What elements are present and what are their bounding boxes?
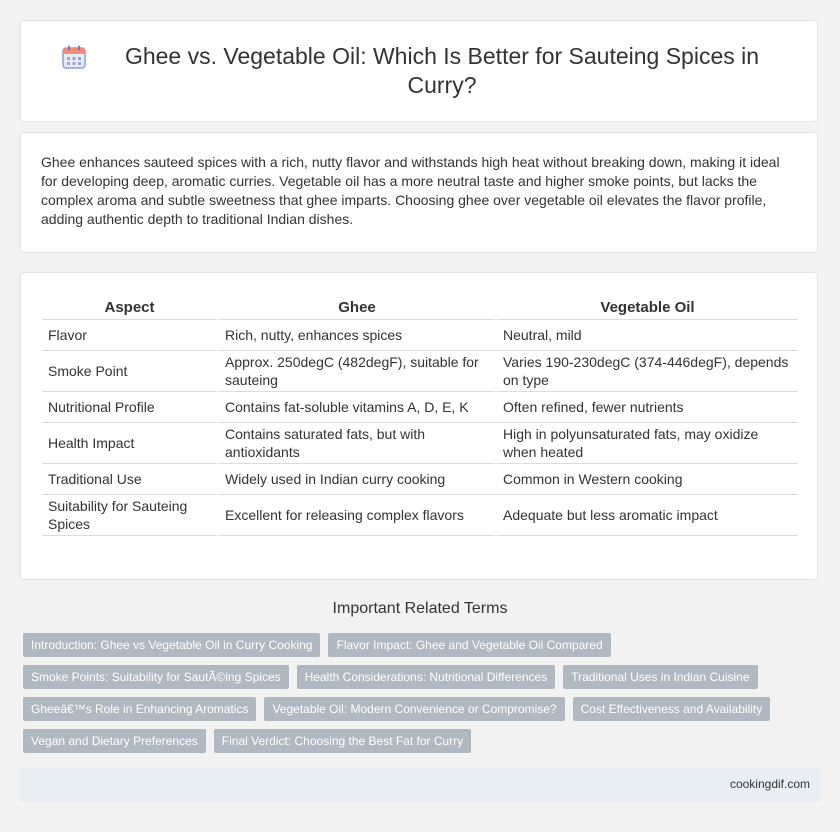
- table-cell-vegetable-oil: Neutral, mild: [496, 320, 798, 351]
- footer: [20, 768, 820, 802]
- tag-row: [23, 665, 823, 689]
- tag-row: [23, 729, 823, 753]
- table-cell-aspect: Nutritional Profile: [42, 392, 218, 423]
- table-cell-aspect: Traditional Use: [42, 464, 218, 495]
- related-term-tag[interactable]: Vegetable Oil: Modern Convenience or Compromise?: [264, 697, 564, 721]
- calendar-icon: [61, 44, 87, 70]
- intro-card: [20, 132, 818, 253]
- table-cell-ghee: Widely used in Indian curry cooking: [218, 464, 496, 495]
- tag-row: [23, 633, 823, 657]
- table-cell-aspect: Flavor: [42, 320, 218, 351]
- table-cell-vegetable-oil: High in polyunsaturated fats, may oxidize when heated: [496, 423, 798, 464]
- comparison-table-card: [20, 272, 818, 580]
- related-term-tag[interactable]: Flavor Impact: Ghee and Vegetable Oil Compared: [328, 633, 610, 657]
- table-cell-vegetable-oil: Common in Western cooking: [496, 464, 798, 495]
- table-cell-ghee: Contains saturated fats, but with antioxidants: [218, 423, 496, 464]
- table-row: [42, 320, 798, 351]
- column-header-vegetable-oil: Vegetable Oil: [496, 295, 798, 320]
- table-row: [42, 351, 798, 392]
- header-card: [20, 20, 818, 122]
- column-header-ghee: Ghee: [218, 295, 496, 320]
- related-term-tag[interactable]: Gheeâ€™s Role in Enhancing Aromatics: [23, 697, 256, 721]
- table-cell-ghee: Contains fat-soluble vitamins A, D, E, K: [218, 392, 496, 423]
- table-cell-aspect: Smoke Point: [42, 351, 218, 392]
- table-header-row: [42, 295, 798, 320]
- table-cell-ghee: Rich, nutty, enhances spices: [218, 320, 496, 351]
- comparison-table: [42, 295, 798, 536]
- table-cell-ghee: Approx. 250degC (482degF), suitable for sauteing: [218, 351, 496, 392]
- table-cell-vegetable-oil: Often refined, fewer nutrients: [496, 392, 798, 423]
- table-cell-aspect: Suitability for Sauteing Spices: [42, 495, 218, 536]
- related-term-tag[interactable]: Introduction: Ghee vs Vegetable Oil in Curry Cooking: [23, 633, 320, 657]
- related-terms-heading: Important Related Terms: [332, 600, 508, 617]
- related-terms-tags: [23, 633, 823, 761]
- table-cell-vegetable-oil: Varies 190-230degC (374-446degF), depends on type: [496, 351, 798, 392]
- table-cell-ghee: Excellent for releasing complex flavors: [218, 495, 496, 536]
- page-title: Ghee vs. Vegetable Oil: Which Is Better for Sauteing Spices in Curry?: [124, 43, 760, 98]
- table-row: [42, 464, 798, 495]
- column-header-aspect: Aspect: [42, 295, 218, 320]
- footer-site-link[interactable]: cookingdif.com: [729, 777, 810, 791]
- table-row: [42, 392, 798, 423]
- related-term-tag[interactable]: Final Verdict: Choosing the Best Fat for Curry: [214, 729, 471, 753]
- related-term-tag[interactable]: Smoke Points: Suitability for SautÃ©ing Spices: [23, 665, 289, 689]
- table-cell-vegetable-oil: Adequate but less aromatic impact: [496, 495, 798, 536]
- tag-row: [23, 697, 823, 721]
- related-term-tag[interactable]: Vegan and Dietary Preferences: [23, 729, 206, 753]
- table-row: [42, 495, 798, 536]
- intro-paragraph: Ghee enhances sauteed spices with a rich, nutty flavor and withstands high heat without breaking down, making it ideal for developing deep, aromatic curries. Vegetable oil has a more neutral taste and higher smoke points, but lacks the complex aroma and subtle sweetness that ghee imparts. Choosing ghee over vegetable oil elevates the flavor profile, adding authentic depth to traditional Indian dishes.: [41, 154, 780, 227]
- related-term-tag[interactable]: Traditional Uses in Indian Cuisine: [563, 665, 757, 689]
- related-term-tag[interactable]: Health Considerations: Nutritional Differences: [297, 665, 556, 689]
- table-cell-aspect: Health Impact: [42, 423, 218, 464]
- related-term-tag[interactable]: Cost Effectiveness and Availability: [573, 697, 771, 721]
- table-row: [42, 423, 798, 464]
